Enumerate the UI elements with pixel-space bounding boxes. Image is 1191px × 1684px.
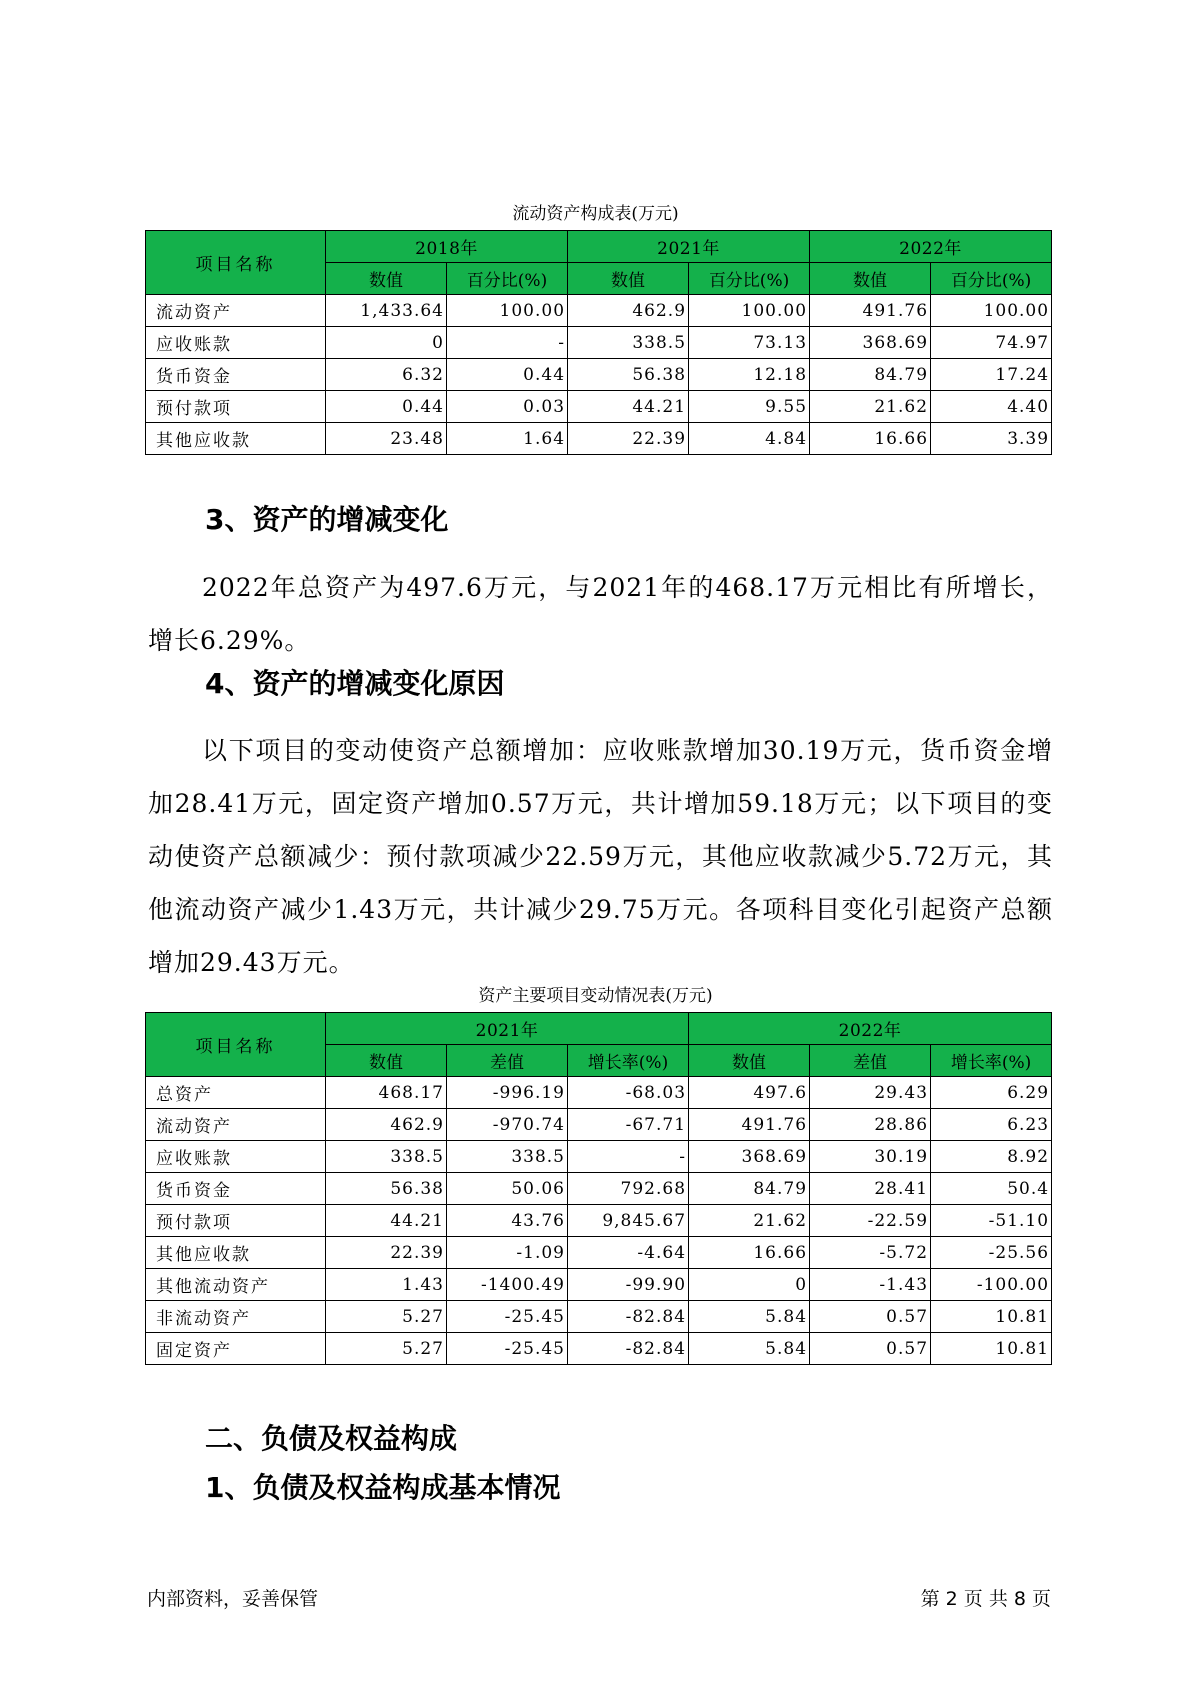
row-name: 其他应收款: [146, 423, 326, 455]
cell: 100.00: [689, 295, 810, 327]
row-name: 其他流动资产: [146, 1269, 326, 1301]
cell: 73.13: [689, 327, 810, 359]
section-heading: 4、资产的增减变化原因: [205, 667, 505, 700]
cell: 0.03: [447, 391, 568, 423]
cell: 0.57: [810, 1333, 931, 1365]
section-heading: 二、负债及权益构成: [205, 1422, 458, 1455]
cell: 0: [689, 1269, 810, 1301]
column-header: 差值: [447, 1045, 568, 1077]
cell: -22.59: [810, 1205, 931, 1237]
table1-caption: 流动资产构成表(万元): [512, 204, 679, 224]
row-name: 预付款项: [146, 391, 326, 423]
cell: 29.43: [810, 1077, 931, 1109]
table1-body: [146, 295, 1052, 455]
row-name: 非流动资产: [146, 1301, 326, 1333]
column-header: 数值: [326, 263, 447, 295]
cell: 338.5: [326, 1141, 447, 1173]
cell: 1.43: [326, 1269, 447, 1301]
cell: 792.68: [568, 1173, 689, 1205]
table-row: [146, 1109, 1052, 1141]
cell: 462.9: [326, 1109, 447, 1141]
asset-changes-table: [145, 1012, 1052, 1365]
cell: -1400.49: [447, 1269, 568, 1301]
cell: 50.4: [931, 1173, 1052, 1205]
cell: 0.44: [326, 391, 447, 423]
row-name: 其他应收款: [146, 1237, 326, 1269]
cell: 0.44: [447, 359, 568, 391]
table2-body: [146, 1077, 1052, 1365]
cell: 338.5: [568, 327, 689, 359]
cell: 368.69: [689, 1141, 810, 1173]
column-header: 增长率(%): [568, 1045, 689, 1077]
cell: 10.81: [931, 1333, 1052, 1365]
column-header: 数值: [326, 1045, 447, 1077]
table-row: [146, 327, 1052, 359]
cell: 84.79: [810, 359, 931, 391]
row-name: 应收账款: [146, 327, 326, 359]
row-name: 流动资产: [146, 1109, 326, 1141]
row-name: 货币资金: [146, 359, 326, 391]
cell: 28.86: [810, 1109, 931, 1141]
cell: 368.69: [810, 327, 931, 359]
cell: 9,845.67: [568, 1205, 689, 1237]
cell: 8.92: [931, 1141, 1052, 1173]
cell: 0.57: [810, 1301, 931, 1333]
cell: -1.09: [447, 1237, 568, 1269]
table2-caption: 资产主要项目变动情况表(万元): [478, 986, 713, 1006]
cell: 0: [326, 327, 447, 359]
cell: -25.56: [931, 1237, 1052, 1269]
row-name: 流动资产: [146, 295, 326, 327]
year-header: 2018年: [326, 231, 568, 263]
column-header: 数值: [689, 1045, 810, 1077]
item-name-header: 项目名称: [146, 231, 326, 295]
cell: 22.39: [568, 423, 689, 455]
cell: -25.45: [447, 1333, 568, 1365]
current-assets-table: [145, 230, 1052, 455]
section-heading: 1、负债及权益构成基本情况: [205, 1471, 561, 1504]
page-number: 第 2 页 共 8 页: [920, 1588, 1051, 1610]
year-header: 2022年: [810, 231, 1052, 263]
cell: 4.40: [931, 391, 1052, 423]
table-row: [146, 1237, 1052, 1269]
column-header: 增长率(%): [931, 1045, 1052, 1077]
cell: -25.45: [447, 1301, 568, 1333]
table-row: [146, 359, 1052, 391]
cell: 56.38: [568, 359, 689, 391]
cell: 1.64: [447, 423, 568, 455]
column-header: 差值: [810, 1045, 931, 1077]
cell: 44.21: [568, 391, 689, 423]
column-header: 数值: [568, 263, 689, 295]
cell: 5.84: [689, 1301, 810, 1333]
item-name-header: 项目名称: [146, 1013, 326, 1077]
cell: -100.00: [931, 1269, 1052, 1301]
cell: 462.9: [568, 295, 689, 327]
year-header: 2022年: [689, 1013, 1052, 1045]
row-name: 总资产: [146, 1077, 326, 1109]
cell: 22.39: [326, 1237, 447, 1269]
paragraph: 以下项目的变动使资产总额增加：应收账款增加30.19万元，货币资金增加28.41万元，固定资产增加0.57万元，共计增加59.18万元；以下项目的变动使资产总额减少：预付款项减少22.59万元，其他应收款减少5.72万元，其他流动资产减少1.43万元，共计减少29.75万元。各项科目变化引起资产总额增加29.43万元。: [148, 736, 1053, 977]
column-header: 百分比(%): [689, 263, 810, 295]
row-name: 固定资产: [146, 1333, 326, 1365]
cell: 12.18: [689, 359, 810, 391]
cell: 28.41: [810, 1173, 931, 1205]
cell: -51.10: [931, 1205, 1052, 1237]
cell: 100.00: [447, 295, 568, 327]
cell: 43.76: [447, 1205, 568, 1237]
cell: 44.21: [326, 1205, 447, 1237]
cell: -1.43: [810, 1269, 931, 1301]
table-row: [146, 1333, 1052, 1365]
cell: 21.62: [810, 391, 931, 423]
cell: -4.64: [568, 1237, 689, 1269]
cell: 491.76: [689, 1109, 810, 1141]
cell: 5.84: [689, 1333, 810, 1365]
cell: 84.79: [689, 1173, 810, 1205]
table-row: [146, 423, 1052, 455]
cell: 5.27: [326, 1301, 447, 1333]
cell: 3.39: [931, 423, 1052, 455]
cell: 468.17: [326, 1077, 447, 1109]
cell: -970.74: [447, 1109, 568, 1141]
cell: -: [568, 1141, 689, 1173]
year-header: 2021年: [568, 231, 810, 263]
table-row: [146, 1173, 1052, 1205]
table-row: [146, 1205, 1052, 1237]
table-row: [146, 1269, 1052, 1301]
table-row: [146, 1301, 1052, 1333]
cell: -68.03: [568, 1077, 689, 1109]
table-row: [146, 391, 1052, 423]
column-header: 百分比(%): [447, 263, 568, 295]
cell: -82.84: [568, 1333, 689, 1365]
cell: 497.6: [689, 1077, 810, 1109]
cell: 21.62: [689, 1205, 810, 1237]
cell: 1,433.64: [326, 295, 447, 327]
cell: 50.06: [447, 1173, 568, 1205]
cell: 6.23: [931, 1109, 1052, 1141]
cell: 100.00: [931, 295, 1052, 327]
row-name: 货币资金: [146, 1173, 326, 1205]
cell: -5.72: [810, 1237, 931, 1269]
cell: 491.76: [810, 295, 931, 327]
cell: 23.48: [326, 423, 447, 455]
table-row: [146, 295, 1052, 327]
table-row: [146, 1141, 1052, 1173]
cell: -82.84: [568, 1301, 689, 1333]
footer-left-note: 内部资料，妥善保管: [147, 1588, 319, 1610]
cell: 56.38: [326, 1173, 447, 1205]
column-header: 数值: [810, 263, 931, 295]
cell: 10.81: [931, 1301, 1052, 1333]
row-name: 预付款项: [146, 1205, 326, 1237]
column-header: 百分比(%): [931, 263, 1052, 295]
cell: 6.32: [326, 359, 447, 391]
cell: 338.5: [447, 1141, 568, 1173]
cell: 16.66: [810, 423, 931, 455]
section-heading: 3、资产的增减变化: [205, 503, 449, 536]
cell: 30.19: [810, 1141, 931, 1173]
year-header: 2021年: [326, 1013, 689, 1045]
cell: -: [447, 327, 568, 359]
row-name: 应收账款: [146, 1141, 326, 1173]
cell: -996.19: [447, 1077, 568, 1109]
cell: -67.71: [568, 1109, 689, 1141]
cell: 4.84: [689, 423, 810, 455]
cell: 5.27: [326, 1333, 447, 1365]
cell: -99.90: [568, 1269, 689, 1301]
cell: 9.55: [689, 391, 810, 423]
cell: 74.97: [931, 327, 1052, 359]
cell: 17.24: [931, 359, 1052, 391]
paragraph: 2022年总资产为497.6万元，与2021年的468.17万元相比有所增长，增长6.29%。: [148, 573, 1053, 655]
cell: 16.66: [689, 1237, 810, 1269]
table-row: [146, 1077, 1052, 1109]
cell: 6.29: [931, 1077, 1052, 1109]
